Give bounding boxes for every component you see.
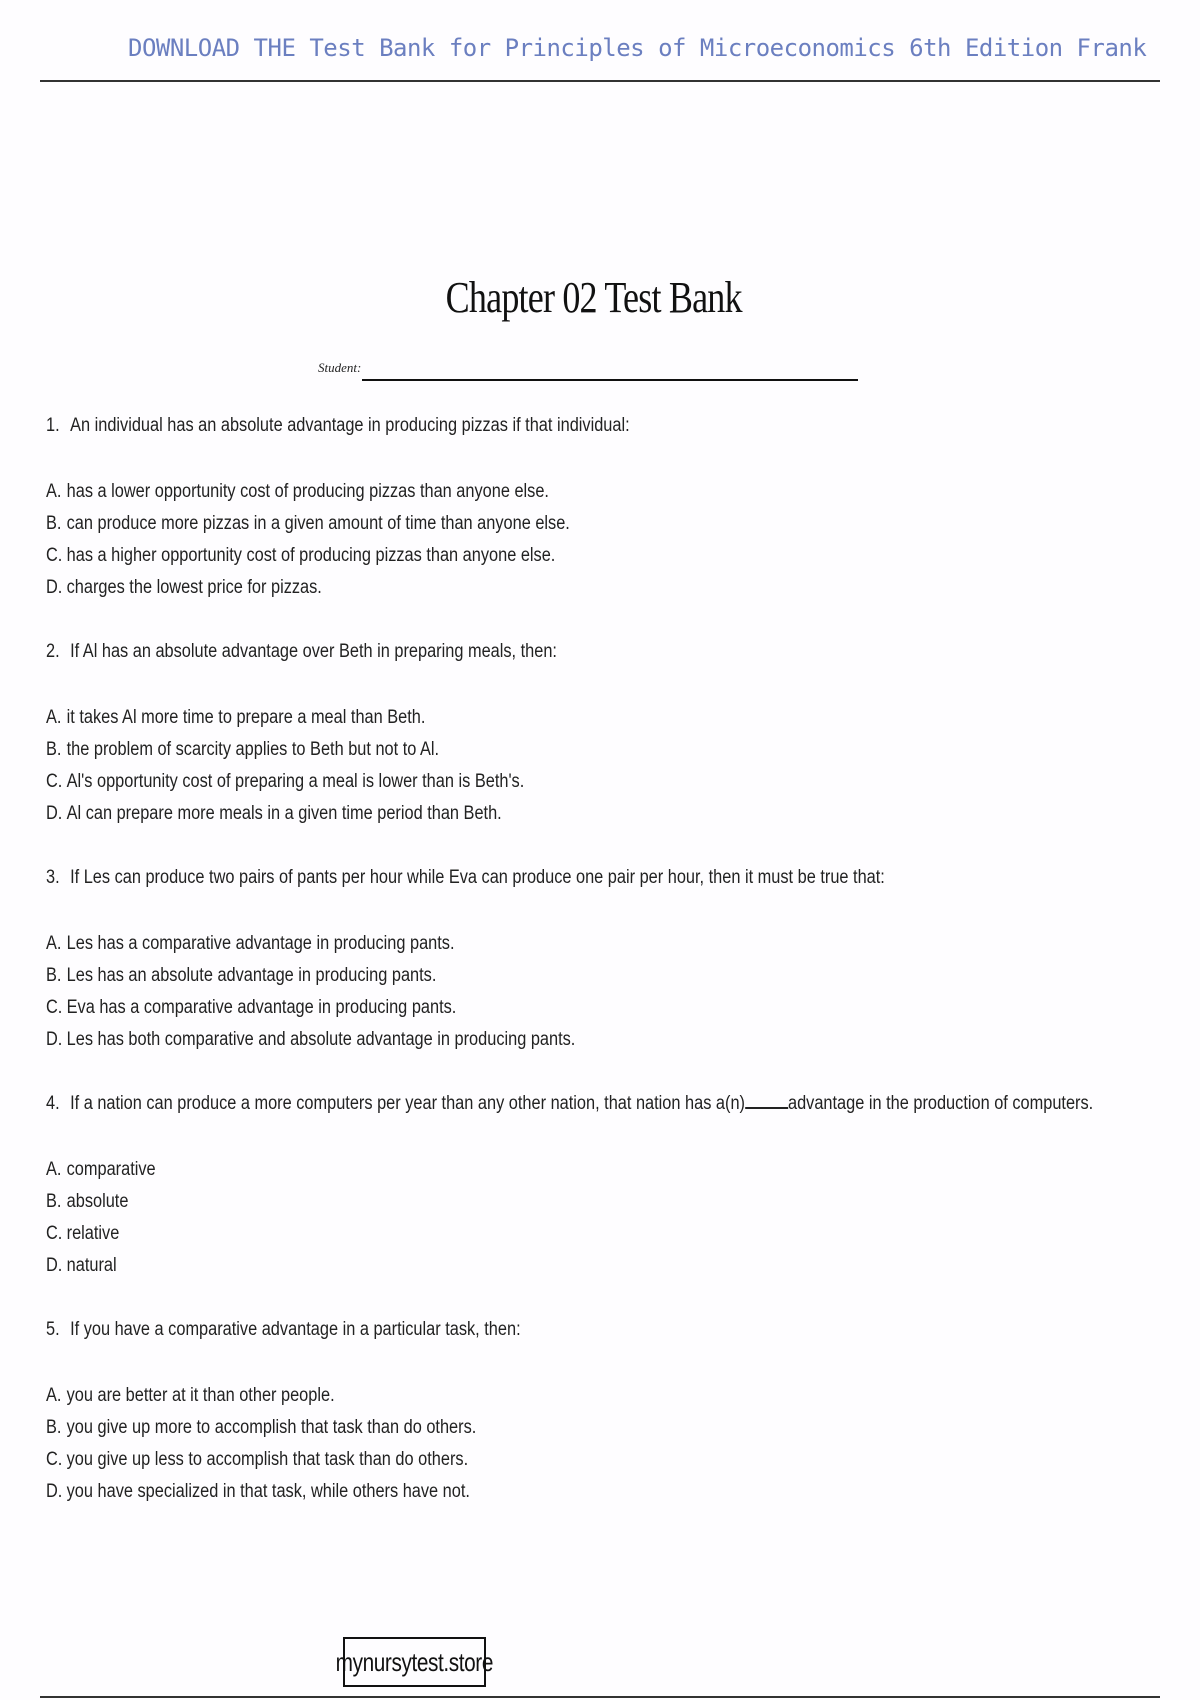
- choice-letter: C.: [46, 545, 63, 566]
- choice-letter: C.: [46, 771, 63, 792]
- choice-text: Al's opportunity cost of preparing a meal is lower than is Beth's.: [66, 771, 525, 792]
- choice-text: relative: [66, 1223, 120, 1244]
- page-title: Chapter 02 Test Bank: [445, 273, 742, 322]
- choice-letter: C.: [46, 1449, 63, 1470]
- question-stem: [46, 1088, 1112, 1120]
- choice-text: Al can prepare more meals in a given time period than Beth.: [66, 803, 502, 824]
- choice-text: comparative: [66, 1159, 156, 1180]
- student-name-line: [362, 379, 858, 381]
- site-watermark-box: [335, 1637, 494, 1687]
- download-banner: [0, 0, 1200, 82]
- answer-choice: [46, 1476, 1112, 1508]
- question-text: If Al has an absolute advantage over Beth in preparing meals, then:: [70, 641, 557, 662]
- answer-choice: [46, 1380, 1112, 1412]
- question-stem: [46, 410, 1112, 442]
- question-1: [46, 410, 1112, 604]
- question-2: [46, 636, 1112, 830]
- fill-in-blank: [745, 1106, 788, 1109]
- answer-choice: [46, 476, 1112, 508]
- question-3: [46, 862, 1112, 1056]
- choice-text: charges the lowest price for pizzas.: [66, 577, 322, 598]
- choice-letter: B.: [46, 513, 62, 534]
- choice-letter: D.: [46, 803, 63, 824]
- answer-choice: [46, 1444, 1112, 1476]
- choice-text: has a higher opportunity cost of producing pizzas than anyone else.: [66, 545, 556, 566]
- question-4: [46, 1088, 1112, 1282]
- student-field: [318, 360, 858, 384]
- choice-letter: D.: [46, 1255, 63, 1276]
- question-text-after-blank: advantage in the production of computers.: [787, 1093, 1094, 1114]
- choice-letter: D.: [46, 1481, 63, 1502]
- choice-letter: A.: [46, 1159, 62, 1180]
- answer-choice: [46, 1412, 1112, 1444]
- answer-choice: [46, 540, 1112, 572]
- question-stem: [46, 1314, 1112, 1346]
- choice-letter: A.: [46, 1385, 62, 1406]
- question-text: If Les can produce two pairs of pants per hour while Eva can produce one pair per hour, then it must be true that:: [70, 867, 885, 888]
- choice-text: you give up more to accomplish that task than do others.: [66, 1417, 477, 1438]
- question-5: [46, 1314, 1112, 1508]
- answer-choice: [46, 928, 1112, 960]
- question-number: 1.: [46, 415, 60, 436]
- answer-choice: [46, 508, 1112, 540]
- choice-text: you have specialized in that task, while others have not.: [66, 1481, 470, 1502]
- question-number: 3.: [46, 867, 60, 888]
- question-text-before-blank: If a nation can produce a more computers per year than any other nation, that nation has a(n): [70, 1093, 745, 1114]
- choice-letter: B.: [46, 1191, 62, 1212]
- choice-letter: A.: [46, 481, 62, 502]
- choice-text: you are better at it than other people.: [66, 1385, 335, 1406]
- answer-choice: [46, 1024, 1112, 1056]
- choice-text: you give up less to accomplish that task than do others.: [66, 1449, 469, 1470]
- answer-choice: [46, 798, 1112, 830]
- choice-text: absolute: [66, 1191, 129, 1212]
- answer-choice: [46, 1218, 1112, 1250]
- choice-text: Les has an absolute advantage in producing pants.: [66, 965, 437, 986]
- student-label: Student:: [318, 360, 362, 375]
- answer-choice: [46, 1186, 1112, 1218]
- answer-choice: [46, 734, 1112, 766]
- choice-letter: C.: [46, 1223, 63, 1244]
- answer-choice: [46, 960, 1112, 992]
- footer-divider: [40, 1696, 1160, 1698]
- question-stem: [46, 636, 1112, 668]
- question-text: [70, 1088, 1093, 1120]
- choice-text: it takes Al more time to prepare a meal than Beth.: [66, 707, 426, 728]
- choice-letter: D.: [46, 1029, 63, 1050]
- question-text: An individual has an absolute advantage in producing pizzas if that individual:: [70, 415, 630, 436]
- header-divider: [40, 80, 1160, 82]
- choice-text: can produce more pizzas in a given amount of time than anyone else.: [66, 513, 570, 534]
- question-number: 2.: [46, 641, 60, 662]
- site-watermark: mynursytest.store: [335, 1646, 494, 1677]
- choice-text: Les has a comparative advantage in producing pants.: [66, 933, 455, 954]
- choice-text: Les has both comparative and absolute advantage in producing pants.: [66, 1029, 576, 1050]
- question-stem: [46, 862, 1112, 894]
- choice-letter: B.: [46, 1417, 62, 1438]
- choice-text: has a lower opportunity cost of producing pizzas than anyone else.: [66, 481, 549, 502]
- choice-text: Eva has a comparative advantage in producing pants.: [66, 997, 457, 1018]
- download-link[interactable]: DOWNLOAD THE Test Bank for Principles of Microeconomics 6th Edition Frank: [128, 34, 1147, 62]
- question-number: 5.: [46, 1319, 60, 1340]
- answer-choice: [46, 1250, 1112, 1282]
- choice-letter: A.: [46, 707, 62, 728]
- choice-letter: C.: [46, 997, 63, 1018]
- choice-text: natural: [66, 1255, 117, 1276]
- answer-choice: [46, 766, 1112, 798]
- choice-letter: D.: [46, 577, 63, 598]
- question-list: [46, 410, 1112, 1540]
- question-number: 4.: [46, 1093, 60, 1114]
- choice-text: the problem of scarcity applies to Beth but not to Al.: [66, 739, 440, 760]
- answer-choice: [46, 572, 1112, 604]
- answer-choice: [46, 702, 1112, 734]
- choice-letter: A.: [46, 933, 62, 954]
- choice-letter: B.: [46, 739, 62, 760]
- answer-choice: [46, 1154, 1112, 1186]
- answer-choice: [46, 992, 1112, 1024]
- choice-letter: B.: [46, 965, 62, 986]
- question-text: If you have a comparative advantage in a particular task, then:: [70, 1319, 521, 1340]
